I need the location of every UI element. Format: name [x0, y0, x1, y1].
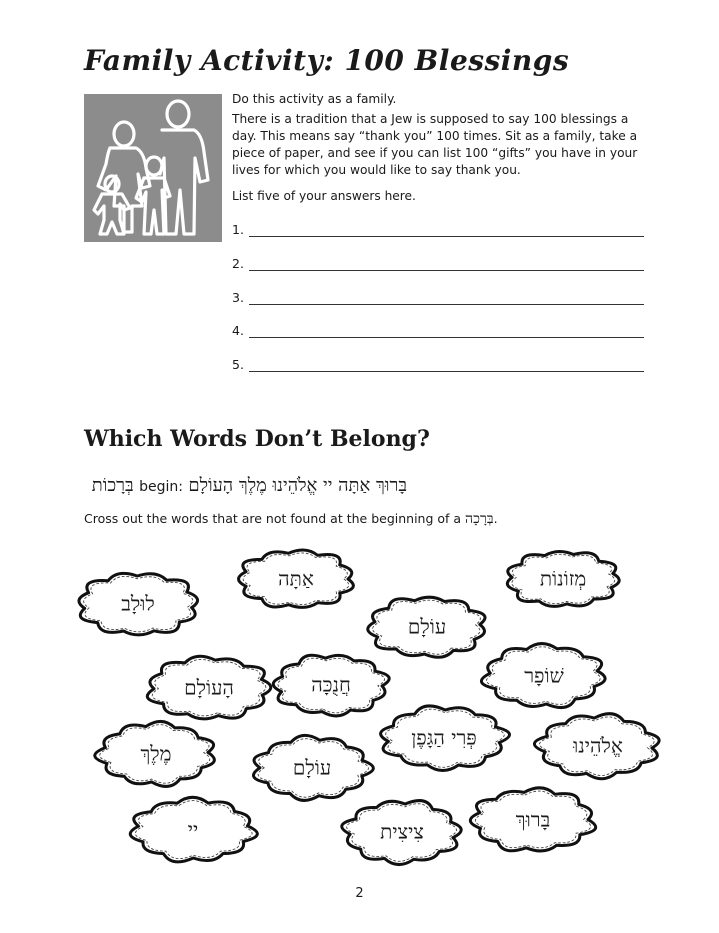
word-cloud[interactable]	[384, 706, 504, 770]
cloud-word: לוּלָב	[121, 591, 155, 616]
cloud-word: אֱלֹהֵינוּ	[573, 733, 623, 758]
word-cloud[interactable]	[240, 549, 352, 609]
blessing-connector: begin:	[139, 479, 183, 495]
family-illustration	[84, 94, 222, 242]
cloud-word: עוֹלָם	[407, 614, 447, 639]
word-cloud[interactable]	[474, 788, 592, 852]
cloud-word: עוֹלָם	[292, 755, 332, 780]
cloud-word: יי	[187, 817, 199, 842]
activity-list-prompt: List five of your answers here.	[232, 189, 416, 203]
answer-line-3[interactable]	[232, 290, 644, 308]
cloud-word: פְּרִי הַגָּפֶן	[411, 725, 477, 750]
activity-title: Family Activity: 100 Blessings	[84, 44, 570, 77]
answer-number: 4.	[232, 323, 244, 338]
word-cloud[interactable]	[276, 654, 386, 716]
word-cloud[interactable]	[256, 736, 368, 800]
blessing-line	[92, 475, 407, 496]
answer-line-4[interactable]	[232, 323, 644, 341]
cloud-word: מְזוֹנוֹת	[539, 566, 587, 591]
instruction-hebrew-word: בְּרָכָה	[465, 511, 494, 527]
instruction-text: Cross out the words that are not found at the beginning of a	[84, 511, 462, 526]
section-title: Which Words Don’t Belong?	[84, 426, 430, 452]
answer-number: 2.	[232, 256, 244, 271]
cloud-word: צִיצִית	[380, 819, 424, 844]
word-cloud[interactable]	[346, 800, 458, 864]
page-number: 2	[355, 886, 364, 901]
cloud-word: חֲנֻכָּה	[311, 672, 351, 697]
answer-line-2[interactable]	[232, 256, 644, 274]
cloud-word: הָעוֹלָם	[184, 675, 234, 700]
word-cloud[interactable]	[508, 550, 618, 608]
instruction	[84, 511, 498, 528]
word-cloud[interactable]	[80, 572, 196, 636]
answer-number: 3.	[232, 290, 244, 305]
word-cloud[interactable]	[370, 596, 484, 658]
blessing-opening-hebrew: בָּרוּךְ אַתָּה יי אֱלֹהֵינוּ מֶלֶךְ הָעוֹלָם	[188, 475, 407, 496]
family-figures-icon	[84, 94, 222, 242]
activity-intro: Do this activity as a family.	[232, 92, 397, 106]
cloud-word: אַתָּה	[278, 566, 314, 591]
answer-number: 1.	[232, 222, 244, 237]
activity-tradition-text: There is a tradition that a Jew is supposed to say 100 blessings a day. This means say “thank you” 100 times. Sit as a family, take a piece of paper, and see if you can list 100 “gifts” you have in your lives for which you would like to say thank you.	[232, 112, 638, 177]
word-cloud[interactable]	[486, 644, 602, 708]
answer-line-5[interactable]	[232, 357, 644, 375]
word-cloud[interactable]	[134, 798, 252, 862]
word-cloud[interactable]	[150, 656, 268, 720]
answer-rule	[249, 236, 644, 237]
blessings-word: בְּרָכוֹת	[91, 475, 134, 496]
answer-rule	[249, 337, 644, 338]
answer-number: 5.	[232, 357, 244, 372]
answer-rule	[249, 270, 644, 271]
cloud-word: שׁוֹפָר	[524, 663, 564, 688]
answer-rule	[249, 304, 644, 305]
answer-rule	[249, 371, 644, 372]
instruction-period: .	[493, 511, 498, 526]
answer-line-1[interactable]	[232, 222, 644, 240]
word-cloud[interactable]	[540, 714, 656, 778]
word-cloud[interactable]	[100, 722, 212, 786]
cloud-word: מֶלֶךְ	[140, 741, 172, 766]
cloud-word: בָּרוּךְ	[515, 807, 551, 832]
